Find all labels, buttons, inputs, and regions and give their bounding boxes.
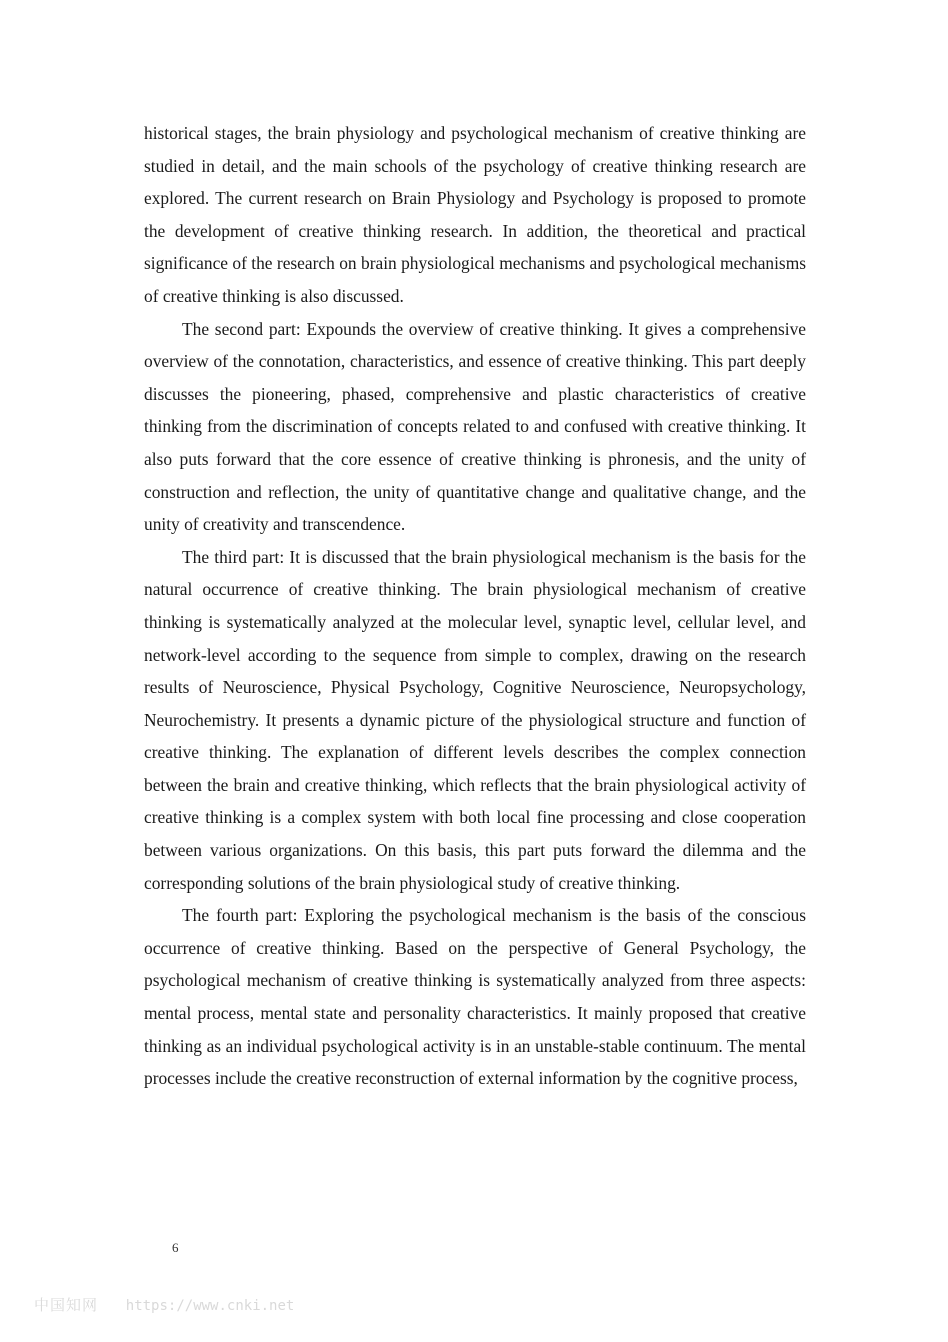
paragraph-continuation: historical stages, the brain physiology and psychological mechanism of creative thinking are studied in detail, and the main schools of the psychology of creative thinking research are explored. The current research on Brain Physiology and Psychology is proposed to promote the development of creative thinking research. In addition, the theoretical and practical significance of the research on brain physiological mechanisms and psychological mechanisms of creative thinking is also discussed.	[144, 123, 806, 306]
paragraph-second-part: The second part: Expounds the overview of creative thinking. It gives a comprehensive overview of the connotation, characteristics, and essence of creative thinking. This part deeply discusses the pioneering, phased, comprehensive and plastic characteristics of creative thinking from the discrimination of concepts related to and confused with creative thinking. It also puts forward that the core essence of creative thinking is phronesis, and the unity of construction and reflection, the unity of quantitative change and qualitative change, and the unity of creativity and transcendence.	[144, 318, 806, 535]
paragraph-third-part: The third part: It is discussed that the brain physiological mechanism is the basis for the natural occurrence of creative thinking. The brain physiological mechanism of creative thinking is systematically analyzed at the molecular level, synaptic level, cellular level, and network-level according to the sequence from simple to complex, drawing on the research results of Neuroscience, Physical Psychology, Cognitive Neuroscience, Neuropsychology, Neurochemistry. It presents a dynamic picture of the physiological structure and function of creative thinking. The explanation of different levels describes the complex connection between the brain and creative thinking, which reflects that the brain physiological activity of creative thinking is a complex system with both local fine processing and close cooperation between various organizations. On this basis, this part puts forward the dilemma and the corresponding solutions of the brain physiological study of creative thinking.	[144, 546, 806, 893]
paragraph-fourth-part: The fourth part: Exploring the psychological mechanism is the basis of the conscious occurrence of creative thinking. Based on the perspective of General Psychology, the psychological mechanism of creative thinking is systematically analyzed from three aspects: mental process, mental state and personality characteristics. It mainly proposed that creative thinking as an individual psychological activity is in an unstable-stable continuum. The mental processes include the creative reconstruction of external information by the cognitive process,	[144, 905, 806, 1089]
watermark	[34, 1294, 294, 1315]
body-text	[144, 117, 806, 1095]
watermark-url: https://www.cnki.net	[125, 1298, 295, 1314]
watermark-site-name: 中国知网	[34, 1296, 99, 1314]
page-number: 6	[172, 1240, 179, 1255]
